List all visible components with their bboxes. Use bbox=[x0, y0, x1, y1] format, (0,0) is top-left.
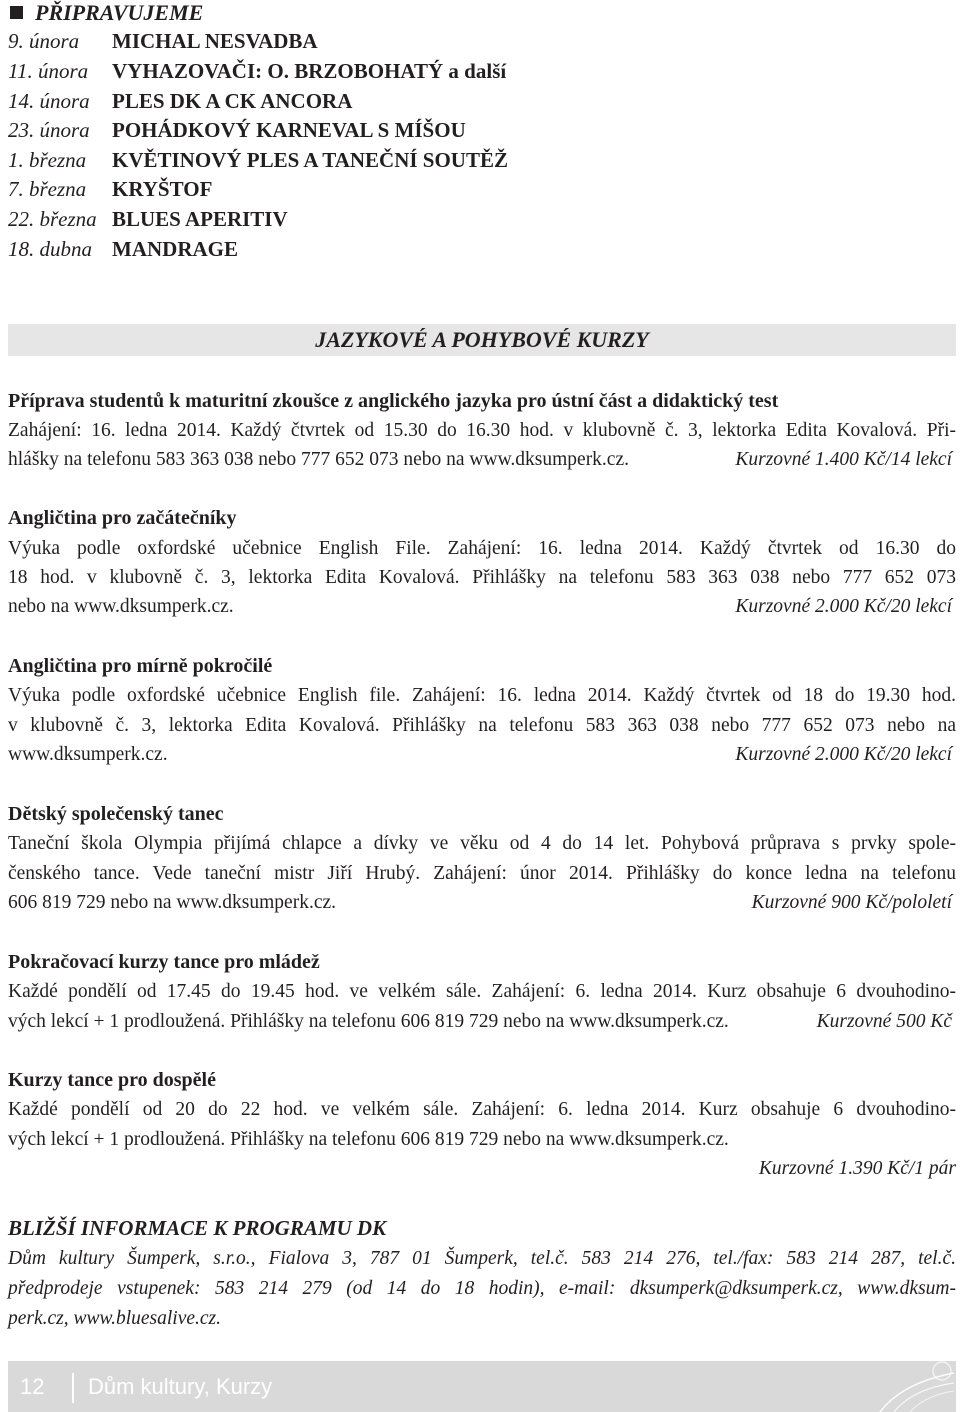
event-name: VYHAZOVAČI: O. BRZOBOHATÝ a další bbox=[112, 59, 507, 83]
event-name: KVĚTINOVÝ PLES A TANEČNÍ SOUTĚŽ bbox=[112, 148, 508, 172]
course-text-line bbox=[8, 592, 956, 621]
courses-banner bbox=[8, 324, 956, 356]
course-title: Kurzy tance pro dospělé bbox=[8, 1069, 216, 1091]
course-text-line: Taneční škola Olympia přijímá chlapce a dívky ve věku od 4 do 14 let. Pohybová průprava s prvky spole- bbox=[8, 833, 956, 854]
course-text-line: Zahájení: 16. ledna 2014. Každý čtvrtek od 15.30 do 16.30 hod. v klubovně č. 3, lektorka Edita Kovalová. Při- bbox=[8, 420, 956, 441]
section-header-text: PŘIPRAVUJEME bbox=[35, 0, 204, 25]
info-line: předprodeje vstupenek: 583 214 279 (od 14 do 18 hodin), e-mail: dksumperk@dksumperk.cz, www.dksum- bbox=[8, 1278, 956, 1299]
footer-title: Dům kultury, Kurzy bbox=[88, 1374, 273, 1399]
event-date: 11. února bbox=[8, 59, 89, 83]
courses-banner-title: JAZYKOVÉ A POHYBOVÉ KURZY bbox=[315, 327, 649, 352]
page-number: 12 bbox=[20, 1374, 45, 1399]
course-title: Dětský společenský tanec bbox=[8, 803, 224, 825]
course-text-line bbox=[8, 1007, 956, 1036]
course-text-line: 18 hod. v klubovně č. 3, lektorka Edita Kovalová. Přihlášky na telefonu 583 363 038 nebo 777 652 073 bbox=[8, 567, 956, 588]
event-date: 9. února bbox=[8, 29, 80, 53]
info-line: Dům kultury Šumperk, s.r.o., Fialova 3, 787 01 Šumperk, tel.č. 583 214 276, tel./fax: 583 214 287, tel.č. bbox=[8, 1248, 956, 1269]
course-text-line bbox=[8, 445, 956, 474]
event-date: 14. února bbox=[8, 89, 90, 113]
event-name: POHÁDKOVÝ KARNEVAL S MÍŠOU bbox=[112, 118, 466, 142]
course-fee: Kurzovné 2.000 Kč/20 lekcí bbox=[735, 596, 952, 617]
event-date: 22. března bbox=[8, 207, 97, 231]
course-title: Pokračovací kurzy tance pro mládež bbox=[8, 951, 320, 973]
event-name: MICHAL NESVADBA bbox=[112, 29, 318, 53]
course-text-line: Výuka podle oxfordské učebnice English file. Zahájení: 16. ledna 2014. Každý čtvrtek od 18 do 19.30 hod. bbox=[8, 685, 956, 706]
course-text: hlášky na telefonu 583 363 038 nebo 777 652 073 nebo na www.dksumperk.cz. bbox=[8, 449, 629, 470]
course-text-line: Výuka podle oxfordské učebnice English File. Zahájení: 16. ledna 2014. Každý čtvrtek od 16.30 do bbox=[8, 538, 956, 559]
course-fee: Kurzovné 1.390 Kč/1 pár bbox=[758, 1158, 956, 1179]
course-text: vých lekcí + 1 prodloužená. Přihlášky na telefonu 606 819 729 nebo na www.dksumperk.cz. bbox=[8, 1011, 729, 1032]
info-line: perk.cz, www.bluesalive.cz. bbox=[8, 1308, 222, 1329]
event-date: 1. března bbox=[8, 148, 87, 172]
course-fee: Kurzovné 500 Kč bbox=[816, 1011, 952, 1032]
info-title: BLIŽŠÍ INFORMACE K PROGRAMU DK bbox=[8, 1216, 387, 1240]
course-text: nebo na www.dksumperk.cz. bbox=[8, 596, 234, 617]
event-date: 18. dubna bbox=[8, 237, 92, 261]
course-fee: Kurzovné 900 Kč/pololetí bbox=[751, 892, 952, 913]
course-text: 606 819 729 nebo na www.dksumperk.cz. bbox=[8, 892, 337, 913]
event-date: 7. března bbox=[8, 177, 87, 201]
course-fee: Kurzovné 1.400 Kč/14 lekcí bbox=[735, 449, 952, 470]
course-text-line: čenského tance. Vede taneční mistr Jiří Hrubý. Zahájení: únor 2014. Přihlášky do konce ledna na telefonu bbox=[8, 863, 956, 884]
course-text-line bbox=[8, 888, 956, 917]
event-name: MANDRAGE bbox=[112, 237, 238, 261]
event-name: PLES DK A CK ANCORA bbox=[112, 89, 353, 113]
course-fee: Kurzovné 2.000 Kč/20 lekcí bbox=[735, 744, 952, 765]
square-bullet-icon bbox=[10, 6, 23, 19]
course-text-line: v klubovně č. 3, lektorka Edita Kovalová. Přihlášky na telefonu 583 363 038 nebo 777 652 073 nebo na bbox=[8, 715, 956, 736]
event-name: BLUES APERITIV bbox=[112, 207, 288, 231]
section-header bbox=[10, 0, 203, 26]
course-title: Angličtina pro začátečníky bbox=[8, 507, 237, 529]
course-text-line bbox=[8, 740, 956, 769]
event-name: KRYŠTOF bbox=[112, 177, 213, 201]
course-text-line: vých lekcí + 1 prodloužená. Přihlášky na telefonu 606 819 729 nebo na www.dksumperk.cz. bbox=[8, 1129, 729, 1150]
course-text-line: Každé pondělí od 20 do 22 hod. ve velkém sále. Zahájení: 6. ledna 2014. Kurz obsahuje 6 dvouhodino- bbox=[8, 1099, 956, 1120]
event-date: 23. února bbox=[8, 118, 90, 142]
course-text-line: Každé pondělí od 17.45 do 19.45 hod. ve velkém sále. Zahájení: 6. ledna 2014. Kurz obsahuje 6 dvouhodino- bbox=[8, 981, 956, 1002]
page-footer bbox=[8, 1361, 956, 1412]
swirl-decoration-icon bbox=[876, 1361, 956, 1412]
course-title: Angličtina pro mírně pokročilé bbox=[8, 655, 273, 677]
course-text: www.dksumperk.cz. bbox=[8, 744, 168, 765]
course-title: Příprava studentů k maturitní zkoušce z anglického jazyka pro ústní část a didaktický test bbox=[8, 390, 779, 412]
footer-divider bbox=[72, 1373, 74, 1403]
